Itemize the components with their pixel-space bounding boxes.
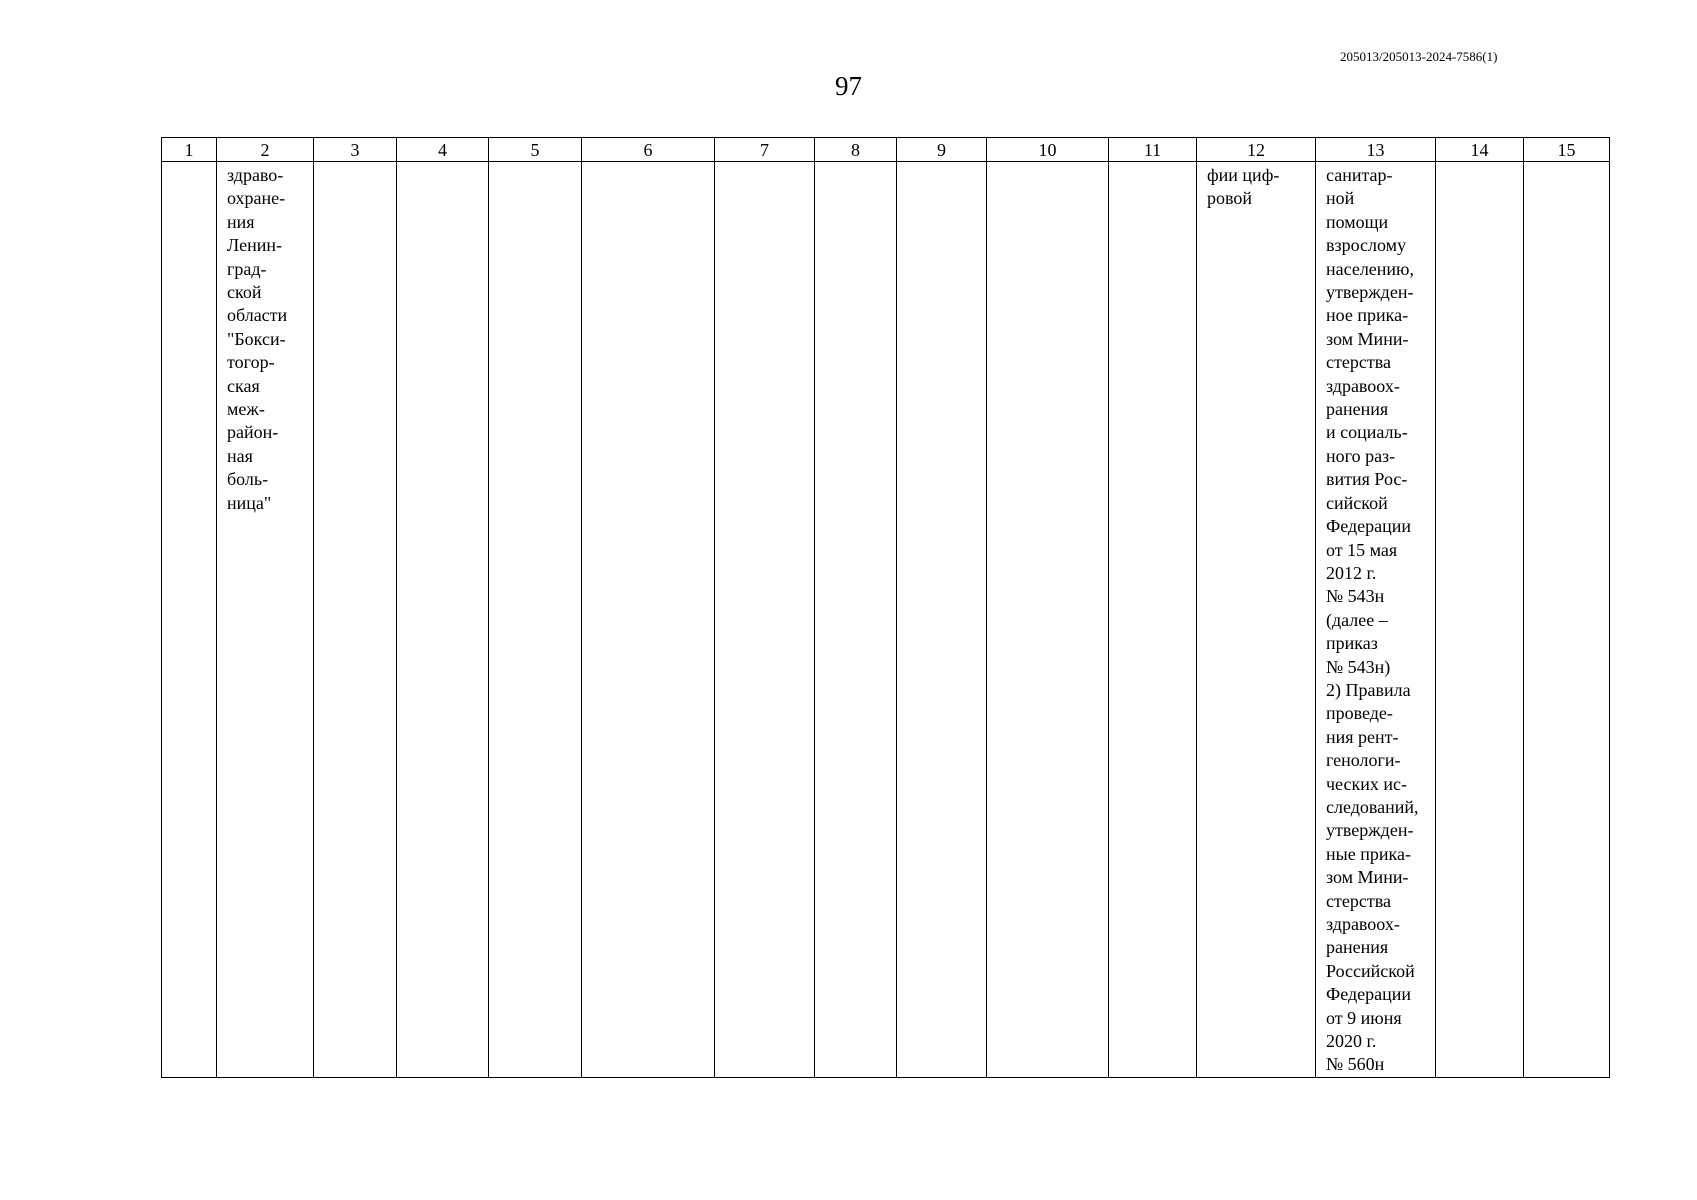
column-header: 8 <box>815 138 897 162</box>
cell-col-13 <box>1316 162 1436 1078</box>
cell-col-9 <box>897 162 987 1078</box>
cell-text-line: охране- <box>227 188 286 209</box>
cell-text-line: населению, <box>1326 258 1415 279</box>
cell-text-line: ской <box>227 282 262 303</box>
cell-text-line: Ленин- <box>227 235 282 256</box>
column-header: 1 <box>162 138 217 162</box>
cell-text-line: стерства <box>1326 890 1391 911</box>
cell-text-line: ное прика- <box>1326 305 1409 326</box>
column-header: 13 <box>1316 138 1436 162</box>
cell-col-5 <box>489 162 582 1078</box>
cell-text-line: град- <box>227 258 267 279</box>
cell-text-line: ница" <box>227 492 272 513</box>
cell-col-12 <box>1197 162 1316 1078</box>
cell-text-line: приказ <box>1326 633 1378 654</box>
cell-text-line: санитар- <box>1326 165 1393 185</box>
cell-text-line: утвержден- <box>1326 282 1414 303</box>
cell-text-line: 2020 г. <box>1326 1031 1377 1052</box>
cell-text-line: и социаль- <box>1326 422 1408 443</box>
cell-col-6 <box>582 162 715 1078</box>
column-header: 15 <box>1524 138 1610 162</box>
cell-text-line: ния <box>227 211 255 232</box>
column-header: 10 <box>987 138 1109 162</box>
cell-text-line: ная <box>227 445 253 466</box>
column-header: 6 <box>582 138 715 162</box>
cell-text-line: (далее – <box>1326 609 1388 630</box>
cell-text-line: от 15 мая <box>1326 539 1398 560</box>
cell-text-line: от 9 июня <box>1326 1007 1402 1028</box>
cell-text-line: № 543н) <box>1326 656 1391 677</box>
cell-col-2 <box>217 162 314 1078</box>
cell-text-line: стерства <box>1326 352 1391 373</box>
register-table <box>161 137 1610 1078</box>
cell-text-line: ческих ис- <box>1326 773 1407 794</box>
cell-text-line: зом Мини- <box>1326 328 1409 349</box>
cell-col-14 <box>1436 162 1524 1078</box>
cell-col-11 <box>1109 162 1197 1078</box>
cell-text-line: ранения <box>1326 937 1389 958</box>
cell-text-line: боль- <box>227 469 269 490</box>
cell-text-line: помощи <box>1326 211 1389 232</box>
page-number: 97 <box>835 71 862 101</box>
document-id: 205013/205013-2024-7586(1) <box>1340 49 1498 64</box>
cell-text-line: зом Мини- <box>1326 867 1409 888</box>
cell-text-line: Федерации <box>1326 984 1412 1005</box>
cell-text-line: здравоох- <box>1326 914 1400 934</box>
column-header: 12 <box>1197 138 1316 162</box>
cell-text-line: вития Рос- <box>1326 469 1408 490</box>
cell-text-line: ская <box>227 375 260 396</box>
column-header: 5 <box>489 138 582 162</box>
cell-text-line: ния рент- <box>1326 726 1399 747</box>
table-row <box>162 162 1610 1078</box>
cell-text-line: утвержден- <box>1326 820 1414 841</box>
cell-text-line: сийской <box>1326 492 1388 513</box>
cell-text-line: 2) Правила <box>1326 679 1411 700</box>
column-header: 7 <box>715 138 815 162</box>
cell-col-10 <box>987 162 1109 1078</box>
cell-col-15 <box>1524 162 1610 1078</box>
cell-text-line: меж- <box>227 399 265 420</box>
column-number-row <box>162 138 1610 162</box>
column-header: 11 <box>1109 138 1197 162</box>
cell-col-1 <box>162 162 217 1078</box>
cell-text-line: фии циф- <box>1207 165 1280 185</box>
cell-text-line: ной <box>1326 188 1355 209</box>
cell-text-line: Российской <box>1326 960 1415 981</box>
cell-text-line: "Бокси- <box>227 328 286 349</box>
cell-text-line: ного раз- <box>1326 445 1396 466</box>
column-header: 14 <box>1436 138 1524 162</box>
cell-text-line: следований, <box>1326 796 1419 817</box>
cell-text-line: генологи- <box>1326 750 1401 771</box>
cell-text-line: взрослому <box>1326 235 1407 256</box>
cell-text-line: № 543н <box>1326 586 1385 607</box>
cell-text-line: тогор- <box>227 352 275 373</box>
column-header: 3 <box>314 138 397 162</box>
cell-col-4 <box>397 162 489 1078</box>
cell-text-line: здравоох- <box>1326 375 1400 396</box>
cell-text-line: ранения <box>1326 399 1389 420</box>
cell-text-line: район- <box>227 422 279 443</box>
cell-text-line: 2012 г. <box>1326 562 1377 583</box>
cell-text-line: области <box>227 305 288 326</box>
cell-text-line: № 560н <box>1326 1054 1385 1075</box>
column-header: 9 <box>897 138 987 162</box>
column-header: 2 <box>217 138 314 162</box>
cell-text-line: ровой <box>1207 188 1253 209</box>
column-header: 4 <box>397 138 489 162</box>
cell-text-line: здраво- <box>227 165 284 185</box>
cell-text-line: проведе- <box>1326 703 1393 724</box>
cell-col-8 <box>815 162 897 1078</box>
cell-text-line: Федерации <box>1326 516 1412 537</box>
cell-col-3 <box>314 162 397 1078</box>
cell-text-line: ные прика- <box>1326 843 1411 864</box>
cell-col-7 <box>715 162 815 1078</box>
